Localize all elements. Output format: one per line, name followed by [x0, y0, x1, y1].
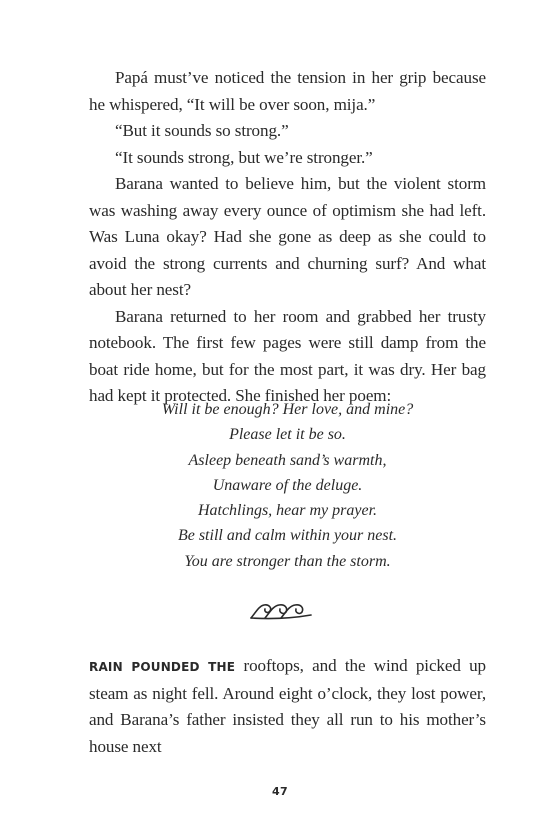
poem-line: Hatchlings, hear my prayer. [197, 502, 378, 520]
poem-line: Be still and calm within your nest. [177, 527, 398, 545]
paragraph: Barana returned to her room and grabbed her trusty notebook. The first few pages were still damp from the boat ride home, but for the most part, it was dry. Her bag had kept it protected. She finished her poem: [89, 306, 486, 405]
paragraph [89, 653, 486, 760]
body-text-bottom [89, 653, 486, 760]
poem-line: Please let it be so. [229, 426, 346, 444]
paragraph: “But it sounds so strong.” [115, 121, 289, 140]
page-number: 47 [272, 785, 288, 798]
poem-line: Will it be enough? Her love, and mine? [161, 401, 414, 418]
poem-line: Asleep beneath sand’s warmth, [188, 451, 387, 469]
poem-line: Unaware of the deluge. [212, 476, 363, 494]
paragraph-text: rooftops, and the wind picked up steam as night fell. Around eight o’clock, they lost power, and Barana’s father insisted they all run to his mother’s house next [89, 656, 487, 756]
poem-line: You are stronger than the storm. [184, 552, 391, 570]
poem [89, 397, 486, 574]
paragraph: “It sounds strong, but we’re stronger.” [115, 147, 373, 167]
body-text-top [89, 65, 486, 410]
paragraph: Papá must’ve noticed the tension in her grip because he whispered, “It will be over soon, mija.” [89, 68, 486, 114]
wave-ornament-icon [248, 596, 314, 624]
paragraph: Barana wanted to believe him, but the violent storm was washing away every ounce of optimism she had left. Was Luna okay? Had she gone as deep as she could to avoid the strong currents and churning surf? And what about her nest? [89, 174, 486, 299]
section-lead-in: RAIN POUNDED THE [89, 660, 236, 674]
